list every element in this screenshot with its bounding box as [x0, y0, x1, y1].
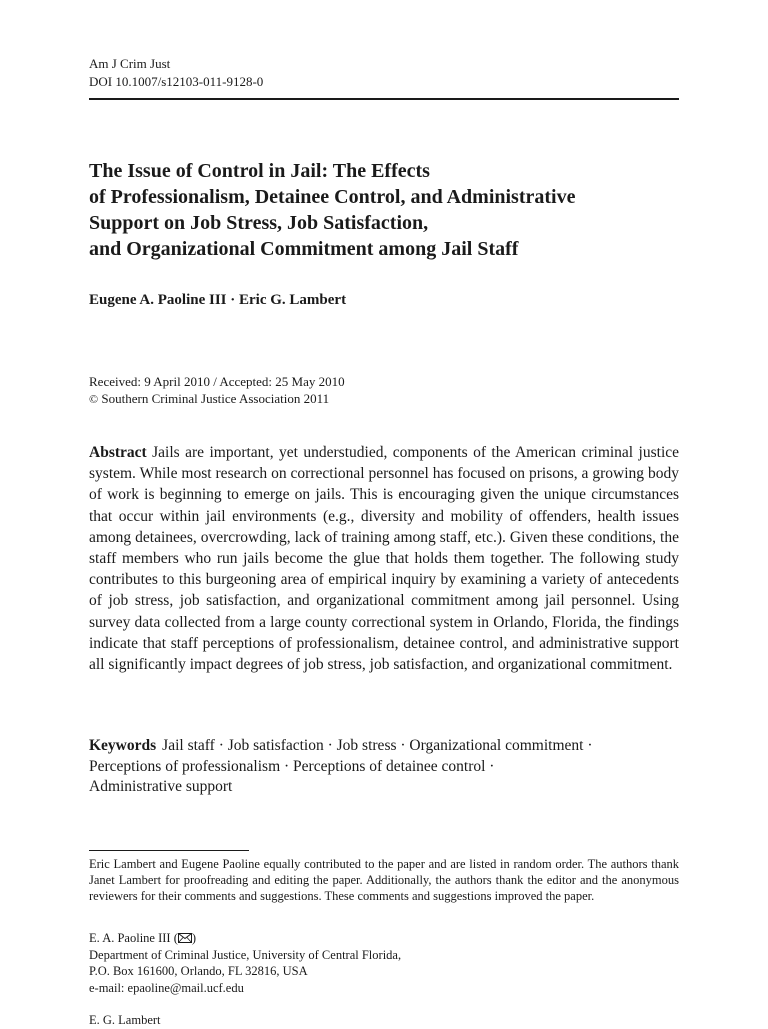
author-contact — [89, 930, 401, 996]
journal-name: Am J Crim Just — [89, 56, 171, 71]
title-line: The Issue of Control in Jail: The Effects — [89, 160, 430, 182]
keywords-text: Jail staff · Job satisfaction · Job stress · Organizational commitment · — [162, 737, 593, 754]
author-list: Eugene A. Paoline III · Eric G. Lambert — [89, 292, 347, 308]
second-author-contact: E. G. Lambert — [89, 1013, 161, 1027]
header-rule — [89, 98, 679, 100]
envelope-icon[interactable] — [178, 933, 192, 943]
journal-doi[interactable]: DOI 10.1007/s12103-011-9128-0 — [89, 74, 264, 89]
title-line: Support on Job Stress, Job Satisfaction, — [89, 212, 429, 234]
title-line: and Organizational Commitment among Jail Staff — [89, 238, 519, 260]
acknowledgement-footnote: Eric Lambert and Eugene Paoline equally contributed to the paper and are listed in random order. The authors thank Janet Lambert for proofreading and editing the paper. Additionally, the authors thank the editor and the anonymous reviewers for their comments and suggestions. These comments and suggestions improved the paper. — [89, 857, 679, 904]
contact-email[interactable]: e-mail: epaoline@mail.ucf.edu — [89, 980, 244, 995]
journal-header — [89, 55, 263, 91]
keywords-label: Keywords — [89, 737, 157, 754]
abstract — [89, 442, 679, 675]
article-first-page — [89, 0, 680, 1027]
article-title — [89, 158, 679, 262]
copyright-icon: © — [89, 392, 99, 406]
contact-name: E. A. Paoline III — [89, 931, 171, 945]
copyright-line — [89, 390, 345, 408]
keywords-line — [89, 736, 679, 757]
keywords-line: Perceptions of professionalism · Perceptions of detainee control · — [89, 757, 495, 775]
contact-name-line: E. A. Paoline III ( ) — [89, 931, 197, 945]
received-accepted: Received: 9 April 2010 / Accepted: 25 May 2010 — [89, 374, 345, 389]
abstract-text: Jails are important, yet understudied, components of the American criminal justice system. While most research on correctional personnel has focused on prisons, a growing body of work is beginning to emerge on jails. This is encouraging given the unique circumstances that occur within jail environments (e.g., diversity and mobility of offenders, health issues among detainees, overcrowding, lack of training among staff, etc.). Given these conditions, the staff members who run jails become the glue that holds them together. The following study contributes to this burgeoning area of empirical inquiry by examining a variety of antecedents of job stress, job satisfaction, and organizational commitment among jail personnel. Using survey data collected from a large county correctional system in Orlando, Florida, the findings indicate that staff perceptions of professionalism, detainee control, and administrative support all significantly impact degrees of job stress, job satisfaction, and organizational commitment. — [89, 444, 680, 674]
contact-department: Department of Criminal Justice, University of Central Florida, — [89, 947, 402, 962]
keywords — [89, 736, 679, 798]
footnote-rule — [89, 850, 249, 851]
title-line: of Professionalism, Detainee Control, and Administrative — [89, 186, 576, 208]
publication-dates — [89, 373, 345, 408]
contact-address: P.O. Box 161600, Orlando, FL 32816, USA — [89, 964, 308, 978]
keywords-line: Administrative support — [89, 778, 233, 795]
abstract-label: Abstract — [89, 444, 147, 461]
copyright-holder: Southern Criminal Justice Association 2011 — [101, 391, 330, 406]
